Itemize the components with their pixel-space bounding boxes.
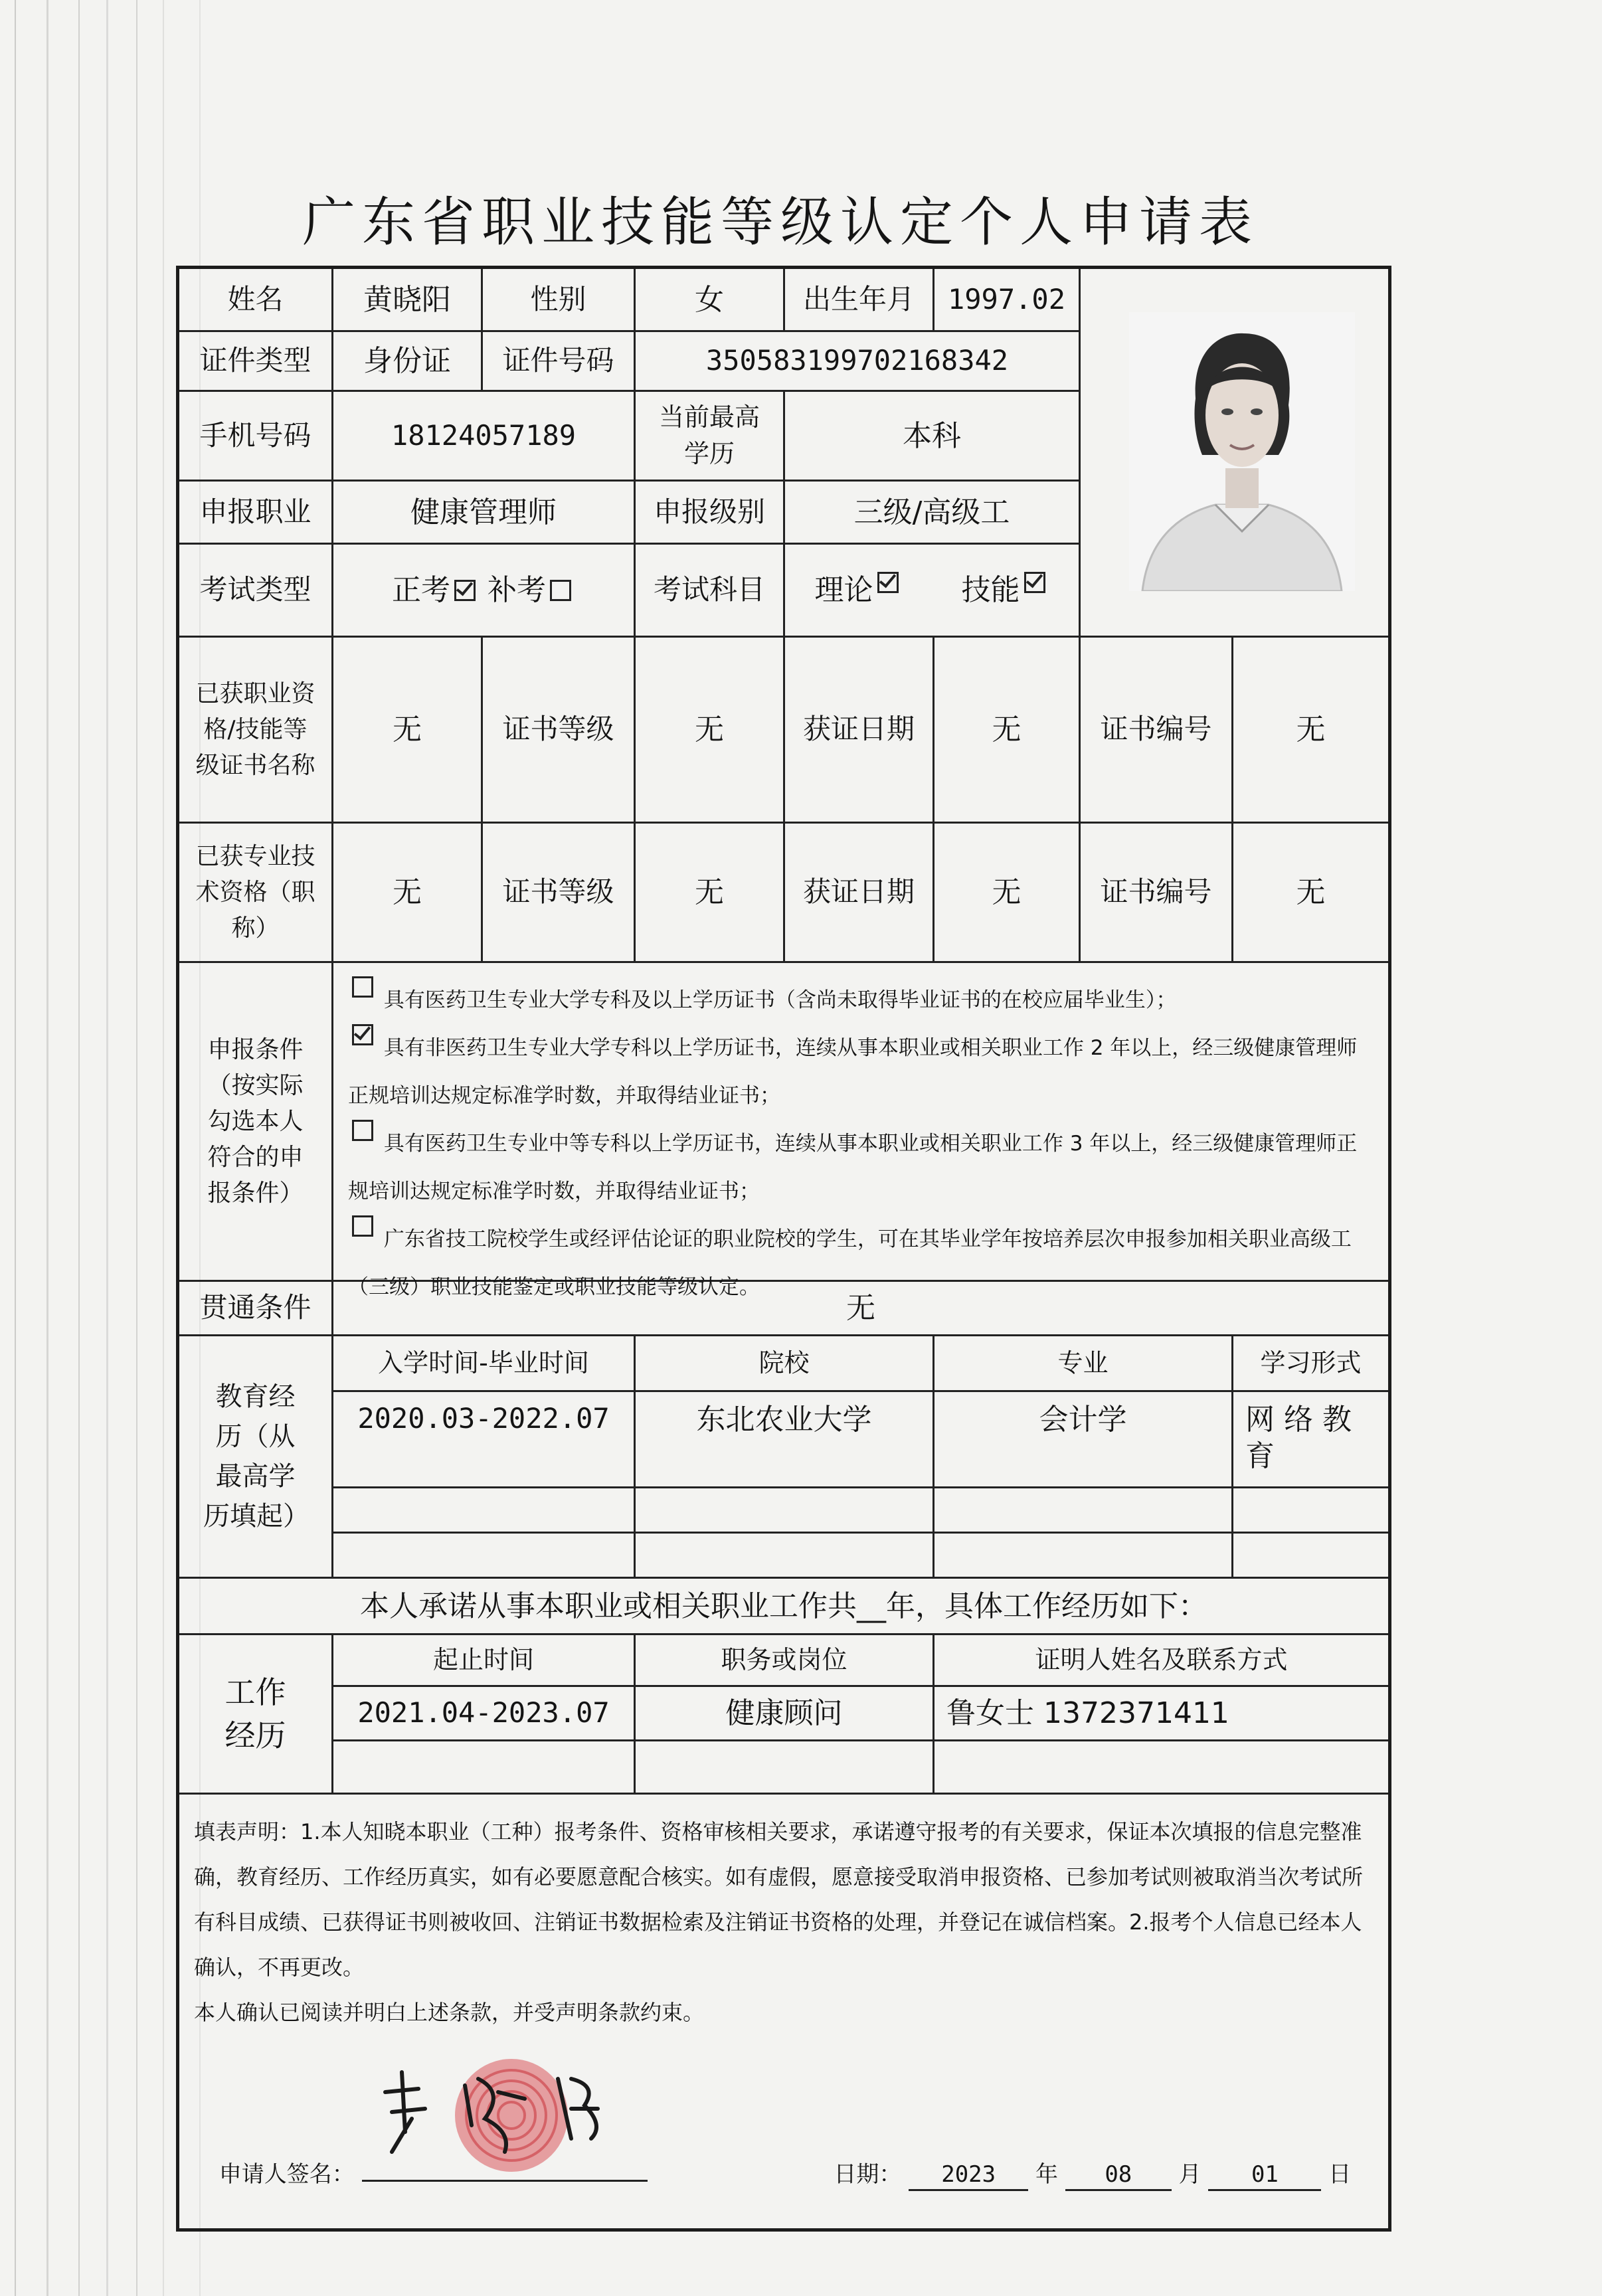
qual-level-value: 无	[636, 638, 785, 824]
qual-level-label: 证书等级	[483, 638, 636, 824]
prof-name-value: 无	[333, 824, 483, 963]
phone-label: 手机号码	[179, 392, 333, 482]
edu-header-major: 专业	[934, 1336, 1233, 1392]
gender-label: 性别	[483, 269, 636, 332]
id-no-label: 证件号码	[483, 332, 636, 392]
condition-checkbox[interactable]	[352, 976, 373, 998]
qual-no-value: 无	[1233, 638, 1388, 824]
scan-streak	[136, 0, 137, 2296]
date-day: 01	[1208, 2161, 1321, 2191]
exam-type-label: 考试类型	[179, 545, 333, 638]
work-header-referee: 证明人姓名及联系方式	[934, 1635, 1388, 1687]
edu-header-school: 院校	[636, 1336, 934, 1392]
scan-streak	[78, 0, 80, 2296]
work-empty-cell	[636, 1741, 934, 1795]
level-value: 三级/高级工	[785, 482, 1081, 545]
qual-date-value: 无	[934, 638, 1081, 824]
edu-value: 本科	[785, 392, 1081, 482]
conditions-label: 申报条件（按实际勾选本人符合的申报条件）	[179, 963, 333, 1282]
name-value: 黄晓阳	[333, 269, 483, 332]
condition-item: 广东省技工院校学生或经评估论证的职业院校的学生，可在其毕业学年按培养层次申报参加相关职业高级工（三级）职业技能鉴定或职业技能等级认定。	[348, 1215, 1374, 1311]
declaration-cell	[179, 1795, 1388, 2230]
theory-label: 理论	[814, 573, 873, 607]
qual-label: 已获职业资格/技能等级证书名称	[179, 638, 333, 824]
edu-header-period: 入学时间-毕业时间	[333, 1336, 636, 1392]
condition-item: 具有医药卫生专业大学专科及以上学历证书（含尚未取得毕业证书的在校应届毕业生）；	[348, 976, 1374, 1024]
date-label: 日期：	[834, 2161, 902, 2188]
edu-empty-cell	[333, 1534, 636, 1579]
through-value: 无	[333, 1282, 1388, 1336]
month-unit: 月	[1178, 2161, 1202, 2188]
date-year: 2023	[909, 2161, 1028, 2191]
edu-empty-cell	[1233, 1488, 1388, 1534]
year-unit: 年	[1035, 2161, 1058, 2188]
work-referee: 鲁女士 1372371411	[934, 1687, 1388, 1741]
work-header-period: 起止时间	[333, 1635, 636, 1687]
skill-checkbox[interactable]	[1024, 572, 1045, 593]
scan-streak	[46, 0, 48, 2296]
scan-streak	[15, 0, 16, 2296]
name-label: 姓名	[179, 269, 333, 332]
exam-type-options	[333, 545, 636, 638]
condition-checkbox[interactable]	[352, 1120, 373, 1141]
work-empty-cell	[333, 1741, 636, 1795]
day-unit: 日	[1328, 2161, 1352, 2188]
condition-checkbox[interactable]	[352, 1024, 373, 1045]
condition-item: 具有非医药卫生专业大学专科以上学历证书，连续从事本职业或相关职业工作 2 年以上，经三级健康管理师正规培训达规定标准学时数，并取得结业证书；	[348, 1024, 1374, 1120]
scan-streak	[106, 0, 108, 2296]
conditions-cell	[333, 963, 1388, 1299]
prof-date-label: 获证日期	[785, 824, 934, 963]
prof-no-value: 无	[1233, 824, 1388, 963]
phone-value: 18124057189	[333, 392, 636, 482]
birth-value: 1997.02	[934, 269, 1081, 332]
edu-empty-cell	[636, 1534, 934, 1579]
work-period: 2021.04-2023.07	[333, 1687, 636, 1741]
edu-major: 会计学	[934, 1392, 1233, 1488]
edu-empty-cell	[934, 1534, 1233, 1579]
through-label: 贯通条件	[179, 1282, 333, 1336]
prof-date-value: 无	[934, 824, 1081, 963]
occupation-label: 申报职业	[179, 482, 333, 545]
prof-level-value: 无	[636, 824, 785, 963]
id-type-label: 证件类型	[179, 332, 333, 392]
retake-exam-label: 补考	[488, 573, 546, 607]
retake-exam-checkbox[interactable]	[550, 580, 571, 601]
id-no-value: 350583199702168342	[636, 332, 1081, 392]
qual-name-value: 无	[333, 638, 483, 824]
id-type-value: 身份证	[333, 332, 483, 392]
qual-no-label: 证书编号	[1081, 638, 1233, 824]
signature-row	[194, 2153, 1376, 2191]
date-month: 08	[1065, 2161, 1172, 2191]
occupation-value: 健康管理师	[333, 482, 636, 545]
conditions-list	[333, 963, 1388, 1324]
education-label: 教育经历（从最高学历填起）	[179, 1336, 333, 1579]
declaration-block	[179, 1795, 1388, 2050]
prof-label: 已获专业技术资格（职称）	[179, 824, 333, 963]
gender-value: 女	[636, 269, 785, 332]
work-commitment: 本人承诺从事本职业或相关职业工作共__年，具体工作经历如下：	[179, 1579, 1388, 1635]
theory-checkbox[interactable]	[877, 572, 899, 593]
applicant-photo	[1129, 312, 1355, 591]
prof-no-label: 证书编号	[1081, 824, 1233, 963]
signature-with-fingerprint	[372, 2052, 651, 2172]
edu-label: 当前最高学历	[636, 392, 785, 482]
form-title: 广东省职业技能等级认定个人申请表	[302, 191, 1259, 253]
edu-empty-cell	[636, 1488, 934, 1534]
edu-empty-cell	[934, 1488, 1233, 1534]
edu-empty-cell	[333, 1488, 636, 1534]
sign-label: 申请人签名：	[219, 2161, 355, 2188]
level-label: 申报级别	[636, 482, 785, 545]
edu-mode: 网 络 教 育	[1233, 1392, 1388, 1488]
edu-school: 东北农业大学	[636, 1392, 934, 1488]
work-position: 健康顾问	[636, 1687, 934, 1741]
declaration-text: 填表声明：1.本人知晓本职业（工种）报考条件、资格审核相关要求，承诺遵守报考的有关要求，保证本次填报的信息完整准确，教育经历、工作经历真实，如有必要愿意配合核实。如有虚假，愿意接受取消申报资格、已参加考试则被取消当次考试所有科目成绩、已获得证书则被收回、注销证书数据检索及注销证书资格的处理，并登记在诚信档案。2.报考个人信息已经本人确认，不再更改。	[194, 1819, 1364, 1980]
edu-empty-cell	[1233, 1534, 1388, 1579]
birth-label: 出生年月	[785, 269, 934, 332]
confirm-text: 本人确认已阅读并明白上述条款，并受声明条款约束。	[194, 2000, 705, 2025]
work-label: 工作经历	[179, 1635, 333, 1795]
work-header-position: 职务或岗位	[636, 1635, 934, 1687]
edu-header-mode: 学习形式	[1233, 1336, 1388, 1392]
work-empty-cell	[934, 1741, 1388, 1795]
condition-item: 具有医药卫生专业中等专科以上学历证书，连续从事本职业或相关职业工作 3 年以上，经三级健康管理师正规培训达规定标准学时数，并取得结业证书；	[348, 1120, 1374, 1215]
regular-exam-checkbox[interactable]	[454, 580, 476, 601]
regular-exam-label: 正考	[392, 573, 450, 607]
scan-streak	[163, 0, 164, 2296]
skill-label: 技能	[961, 573, 1020, 607]
exam-subject-options	[785, 545, 1081, 638]
exam-subject-label: 考试科目	[636, 545, 785, 638]
edu-period: 2020.03-2022.07	[333, 1392, 636, 1488]
qual-date-label: 获证日期	[785, 638, 934, 824]
prof-level-label: 证书等级	[483, 824, 636, 963]
condition-checkbox[interactable]	[352, 1215, 373, 1237]
